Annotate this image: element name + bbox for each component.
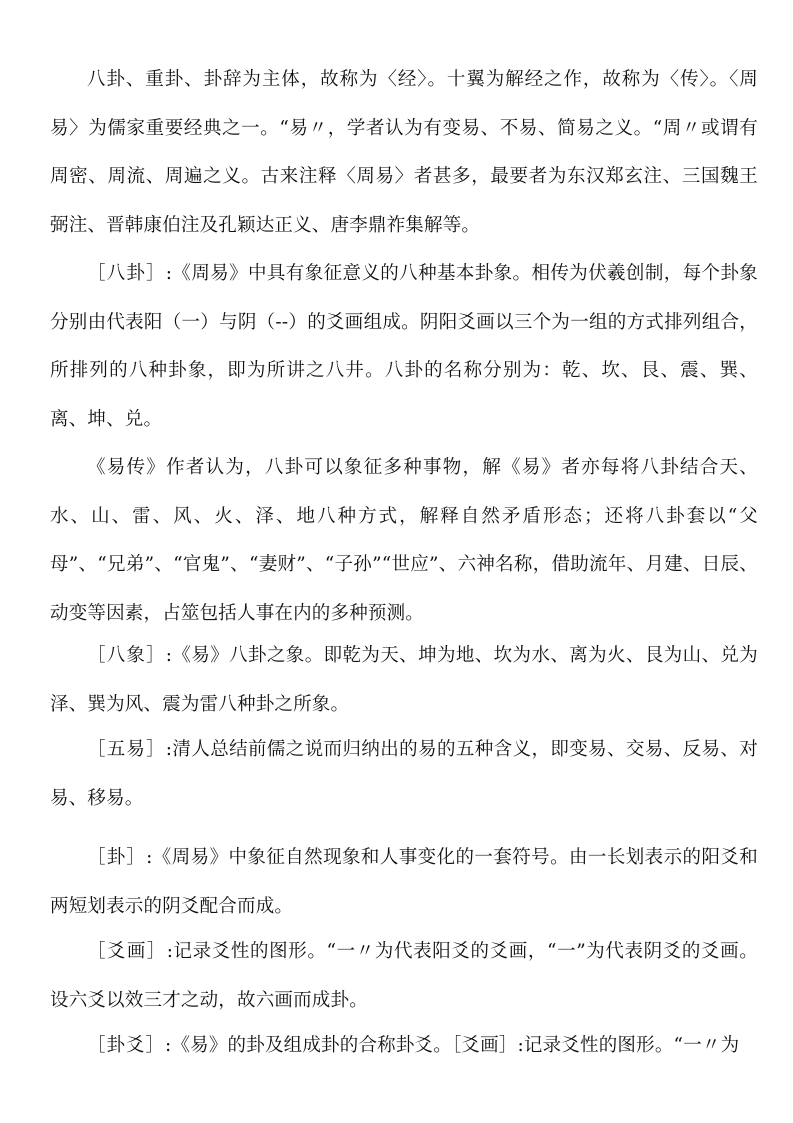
term-label: ［八卦］: [87, 263, 166, 284]
paragraph-text: :清人总结前儒之说而归纳出的易的五种含义，即变易、交易、反易、对易、移易。: [50, 739, 758, 809]
intro-paragraph: [50, 56, 758, 250]
term-label: ［卦爻］: [87, 1035, 166, 1056]
paragraph-text: 《易传》作者认为，八卦可以象征多种事物，解《易》者亦每将八卦结合天、水、山、雷、风、火、泽、地八种方式，解释自然矛盾形态；还将八卦套以“父母”、“兄弟”、“官鬼”、“妻财”、“子孙”“世应”、六神名称，借助流年、月建、日辰、动变等因素，占筮包括人事在内的多种预测。: [50, 457, 758, 624]
paragraph-text: :《易》八卦之象。即乾为天、坤为地、坎为水、离为火、艮为山、兑为泽、巽为风、震为雷八种卦之所象。: [50, 645, 758, 715]
paragraph-text: :《周易》中象征自然现象和人事变化的一套符号。由一长划表示的阳爻和两短划表示的阴爻配合而成。: [50, 847, 758, 917]
paragraph-text: 八卦、重卦、卦辞为主体，故称为〈经〉。十翼为解经之作，故称为〈传〉。〈周易〉为儒家重要经典之一。“易〃，学者认为有变易、不易、简易之义。“周〃或谓有周密、周流、周遍之义。古来注释〈周易〉者甚多，最要者为东汉郑玄注、三国魏王弼注、晋韩康伯注及孔颖达正义、唐李鼎祚集解等。: [50, 69, 758, 236]
guayao-definition-paragraph: [50, 1022, 758, 1071]
paragraph-text: :《周易》中具有象征意义的八种基本卦象。相传为伏羲创制，每个卦象分别由代表阳（一）与阴（--）的爻画组成。阴阳爻画以三个为一组的方式排列组合，所排列的八种卦象，即为所讲之八井。八卦的名称分别为：乾、坎、艮、震、巽、离、坤、兑。: [50, 263, 758, 430]
paragraph-text: :记录爻性的图形。“一〃为代表阳爻的爻画，“一”为代表阴爻的爻画。设六爻以效三才之动，故六画而成卦。: [50, 941, 758, 1011]
term-label: ［五易］: [87, 739, 166, 760]
yaohua-definition-paragraph: [50, 928, 758, 1025]
term-label: ［爻画］: [87, 941, 167, 962]
baxiang-definition-paragraph: [50, 632, 758, 729]
paragraph-text: :《易》的卦及组成卦的合称卦爻。［爻画］:记录爻性的图形。“一〃为: [165, 1035, 740, 1056]
yizhuan-paragraph: [50, 444, 758, 638]
term-label: ［卦］: [87, 847, 147, 868]
term-label: ［八象］: [87, 645, 166, 666]
wuyi-definition-paragraph: [50, 726, 758, 823]
bagua-definition-paragraph: [50, 250, 758, 444]
gua-definition-paragraph: [50, 834, 758, 931]
